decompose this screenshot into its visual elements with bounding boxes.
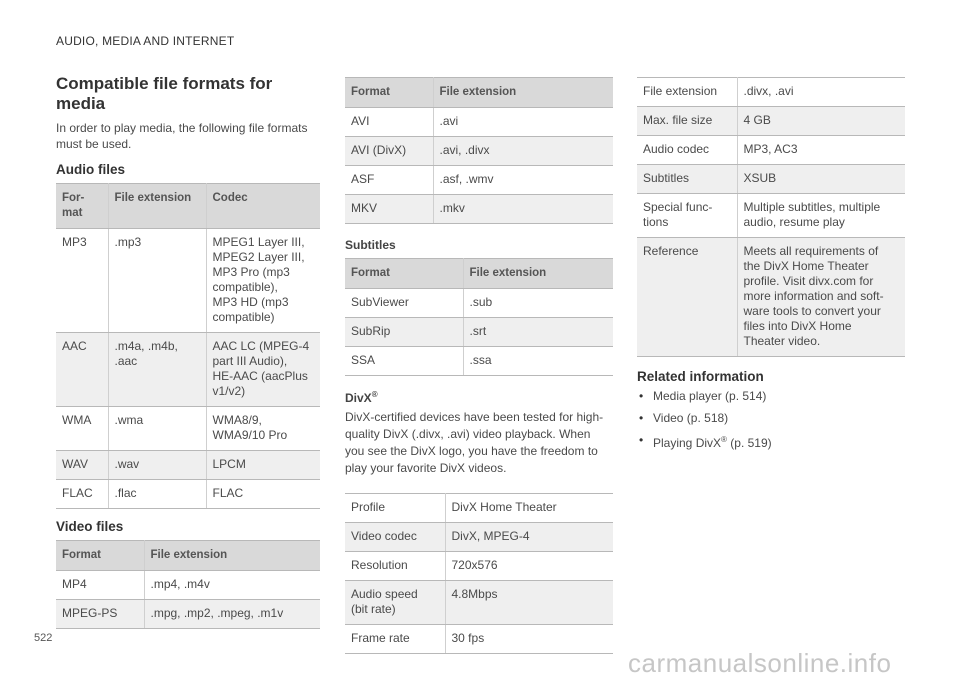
table-cell: File extension (637, 78, 737, 107)
table-cell: Reference (637, 238, 737, 357)
table-row (345, 137, 613, 166)
table-row (637, 136, 905, 165)
column-3 (637, 77, 905, 457)
table-cell: WAV (56, 451, 108, 480)
table-row (637, 165, 905, 194)
video-table-continued (345, 77, 613, 224)
table-cell: Audio speed (bit rate) (345, 581, 445, 625)
table-cell: .avi (433, 108, 613, 137)
column-header: File extension (433, 78, 613, 108)
table-cell: Special func- tions (637, 194, 737, 238)
divx-description: DivX-certified devices have been tested for high-quality DivX (.divx, .avi) video playback. When you see the DivX logo, you have the freedom to play your favorite DivX videos. (345, 410, 604, 475)
column-header: For- mat (56, 184, 108, 229)
table-cell: Frame rate (345, 625, 445, 654)
table-header-row (56, 184, 320, 229)
table-row (345, 625, 613, 654)
related-link-text: Playing DivX (653, 436, 722, 450)
video-table (56, 540, 320, 629)
table-row (345, 494, 613, 523)
table-row (345, 108, 613, 137)
subtitles-table (345, 258, 613, 376)
page-number: 522 (34, 632, 53, 644)
table-cell: DivX Home Theater (445, 494, 613, 523)
column-2 (345, 77, 613, 654)
table-cell: .sub (463, 289, 613, 318)
table-cell: .ssa (463, 347, 613, 376)
column-header: File extension (108, 184, 206, 229)
audio-heading: Audio files (56, 162, 126, 177)
table-cell: SubViewer (345, 289, 463, 318)
table-row (345, 523, 613, 552)
table-cell: ASF (345, 166, 433, 195)
table-cell: .wma (108, 407, 206, 451)
column-1 (56, 74, 320, 629)
table-row (345, 347, 613, 376)
intro-text: In order to play media, the following file formats must be used. (56, 121, 308, 151)
table-row (56, 229, 320, 333)
table-cell: .mp4, .m4v (144, 571, 320, 600)
table-cell: .asf, .wmv (433, 166, 613, 195)
table-row (345, 552, 613, 581)
table-row (56, 407, 320, 451)
table-cell: .avi, .divx (433, 137, 613, 166)
table-cell: MP3, AC3 (737, 136, 905, 165)
table-cell: DivX, MPEG-4 (445, 523, 613, 552)
table-cell: MP4 (56, 571, 144, 600)
related-link-media-player[interactable]: • Media player (p. 514) (637, 388, 905, 404)
table-cell: LPCM (206, 451, 320, 480)
column-header: Format (345, 78, 433, 108)
table-header-row (345, 78, 613, 108)
table-cell: MPEG-PS (56, 600, 144, 629)
table-header-row (345, 259, 613, 289)
page-header: AUDIO, MEDIA AND INTERNET (56, 34, 235, 48)
table-row (56, 480, 320, 509)
table-cell: Subtitles (637, 165, 737, 194)
table-row (637, 238, 905, 357)
column-header: File extension (144, 541, 320, 571)
table-cell: Profile (345, 494, 445, 523)
table-row (637, 78, 905, 107)
table-row (637, 107, 905, 136)
table-row (345, 195, 613, 224)
table-row (56, 333, 320, 407)
table-cell: .divx, .avi (737, 78, 905, 107)
table-cell: Meets all requirements of the DivX Home Theater profile. Visit divx.com for more information and soft- ware tools to convert your files into DivX Home Theater video. (737, 238, 905, 357)
table-cell: 4 GB (737, 107, 905, 136)
divx-heading-text: DivX (345, 391, 372, 405)
table-cell: WMA8/9, WMA9/10 Pro (206, 407, 320, 451)
related-list (637, 388, 905, 451)
table-row (345, 289, 613, 318)
divx-table-continued (637, 77, 905, 357)
table-cell: Multiple subtitles, multiple audio, resume play (737, 194, 905, 238)
video-heading: Video files (56, 519, 124, 534)
table-cell: AAC LC (MPEG-4 part III Audio), HE-AAC (aacPlus v1/v2) (206, 333, 320, 407)
watermark-footer: carmanualsonline.info (628, 648, 892, 677)
table-row (56, 571, 320, 600)
table-cell: SubRip (345, 318, 463, 347)
column-header: Format (345, 259, 463, 289)
table-cell: .srt (463, 318, 613, 347)
table-row (56, 451, 320, 480)
table-cell: AVI (345, 108, 433, 137)
subtitles-heading: Subtitles (345, 238, 396, 252)
table-row (345, 581, 613, 625)
related-link-video[interactable]: • Video (p. 518) (637, 410, 905, 426)
related-link-playing-divx[interactable] (637, 432, 905, 451)
table-cell: SSA (345, 347, 463, 376)
table-cell: FLAC (56, 480, 108, 509)
column-header: File extension (463, 259, 613, 289)
table-row (56, 600, 320, 629)
table-row (637, 194, 905, 238)
table-cell: .wav (108, 451, 206, 480)
table-cell: .mkv (433, 195, 613, 224)
table-row (345, 318, 613, 347)
table-cell: AVI (DivX) (345, 137, 433, 166)
table-cell: 30 fps (445, 625, 613, 654)
registered-mark: ® (371, 390, 378, 399)
table-cell: Video codec (345, 523, 445, 552)
column-header: Format (56, 541, 144, 571)
table-cell: MKV (345, 195, 433, 224)
audio-table (56, 183, 320, 509)
table-cell: Resolution (345, 552, 445, 581)
table-cell: XSUB (737, 165, 905, 194)
related-heading: Related information (637, 369, 764, 384)
table-cell: WMA (56, 407, 108, 451)
table-cell: AAC (56, 333, 108, 407)
table-cell: 4.8Mbps (445, 581, 613, 625)
table-cell: Audio codec (637, 136, 737, 165)
related-link-page: (p. 519) (726, 436, 772, 450)
registered-mark: ® (721, 435, 727, 444)
table-header-row (56, 541, 320, 571)
table-cell: .flac (108, 480, 206, 509)
table-cell: .mp3 (108, 229, 206, 333)
table-cell: .mpg, .mp2, .mpeg, .m1v (144, 600, 320, 629)
divx-heading (345, 390, 613, 405)
table-row (345, 166, 613, 195)
section-title: Compatible file formats for media (56, 74, 273, 113)
table-cell: 720x576 (445, 552, 613, 581)
table-cell: .m4a, .m4b, .aac (108, 333, 206, 407)
table-cell: Max. file size (637, 107, 737, 136)
table-cell: MPEG1 Layer III, MPEG2 Layer III, MP3 Pro (mp3 compatible), MP3 HD (mp3 compatible) (206, 229, 320, 333)
table-cell: FLAC (206, 480, 320, 509)
table-cell: MP3 (56, 229, 108, 333)
column-header: Codec (206, 184, 320, 229)
divx-table (345, 493, 613, 654)
